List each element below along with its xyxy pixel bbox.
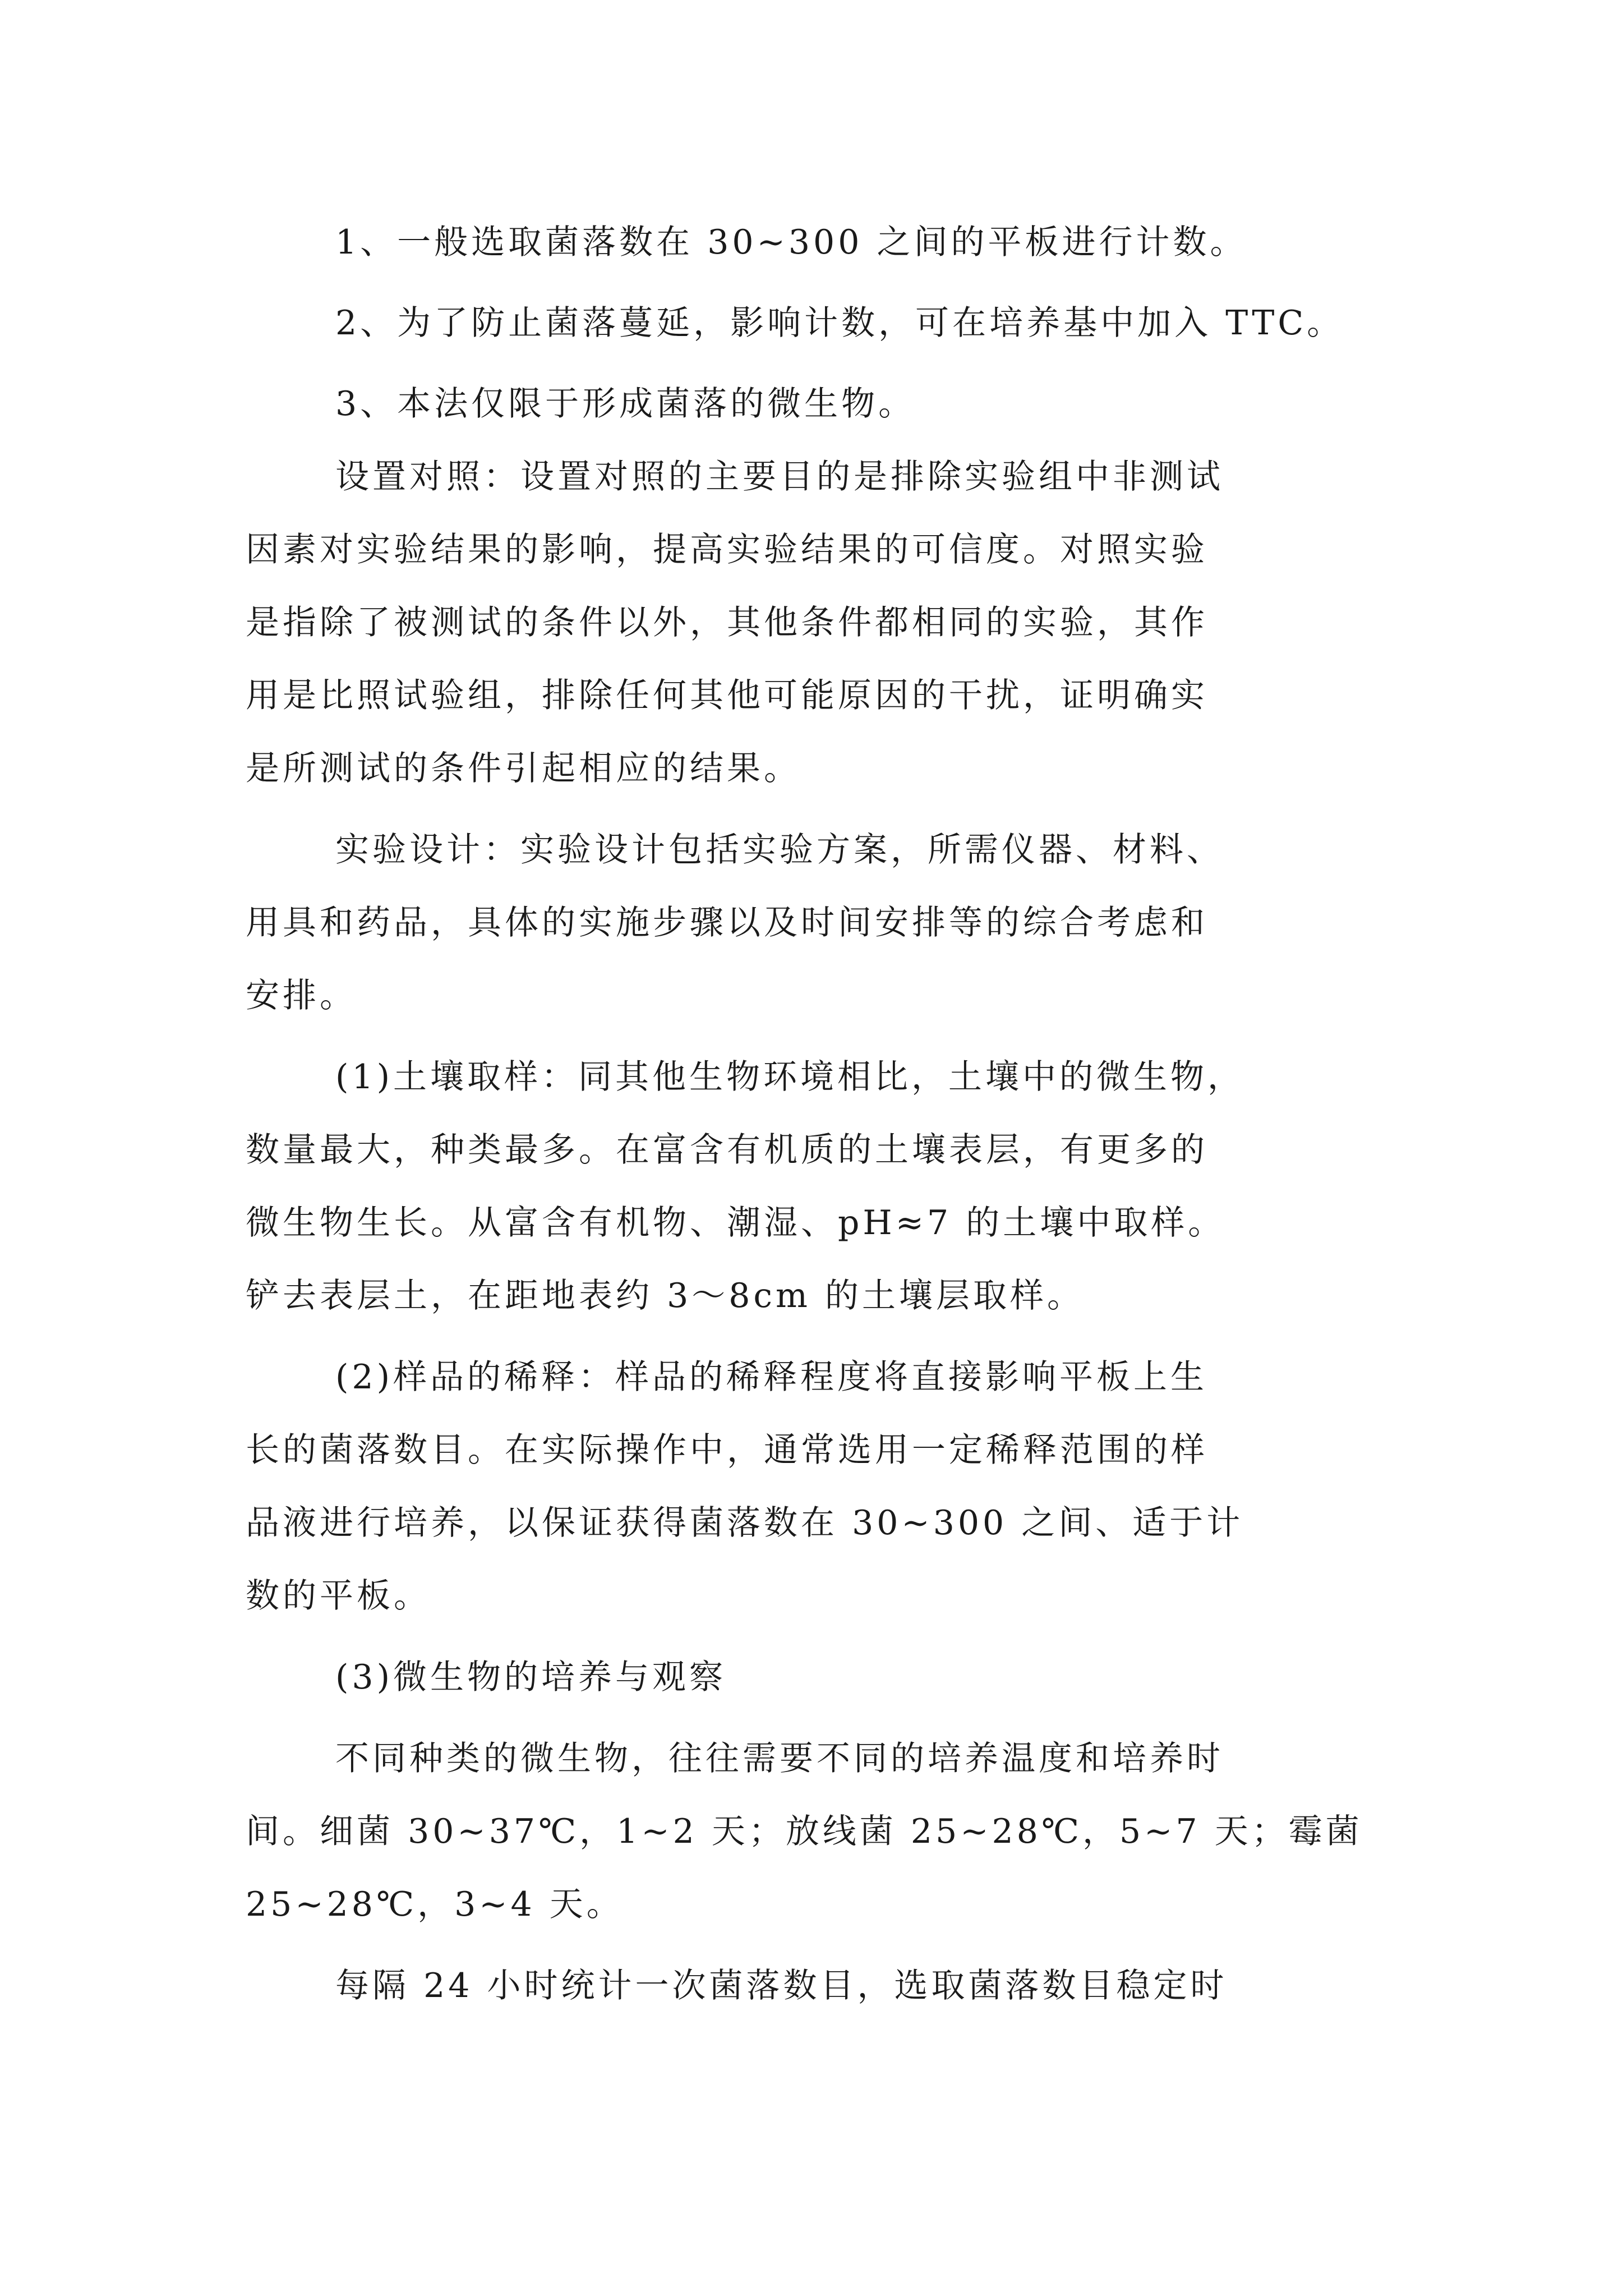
paragraph-control-line-4: 用是比照试验组，排除任何其他可能原因的干扰，证明确实: [246, 676, 1208, 715]
paragraph-design-line-2: 用具和药品，具体的实施步骤以及时间安排等的综合考虑和: [246, 903, 1208, 942]
paragraph-dilution-line-2: 长的菌落数目。在实际操作中，通常选用一定稀释范围的样: [246, 1430, 1208, 1470]
paragraph-soil-line-2: 数量最大，种类最多。在富含有机质的土壤表层，有更多的: [246, 1130, 1208, 1170]
paragraph-design-line-1: 实验设计：实验设计包括实验方案，所需仪器、材料、: [335, 830, 1224, 869]
paragraph-control-line-5: 是所测试的条件引起相应的结果。: [246, 749, 801, 788]
paragraph-control-line-2: 因素对实验结果的影响，提高实验结果的可信度。对照实验: [246, 530, 1208, 569]
paragraph-count-line-1: 每隔 24 小时统计一次菌落数目，选取菌落数目稳定时: [335, 1966, 1228, 2005]
paragraph-soil-line-3: 微生物生长。从富含有机物、潮湿、pH≈7 的土壤中取样。: [246, 1203, 1225, 1243]
paragraph-dilution-line-1: (2)样品的稀释：样品的稀释程度将直接影响平板上生: [335, 1358, 1207, 1397]
paragraph-soil-line-4: 铲去表层土，在距地表约 3～8cm 的土壤层取样。: [246, 1276, 1084, 1315]
paragraph-soil-line-1: (1)土壤取样：同其他生物环境相比，土壤中的微生物，: [335, 1057, 1244, 1097]
list-item-1: 1、一般选取菌落数在 30~300 之间的平板进行计数。: [335, 223, 1247, 262]
paragraph-dilution-line-4: 数的平板。: [246, 1576, 431, 1616]
list-item-2: 2、为了防止菌落蔓延，影响计数，可在培养基中加入 TTC。: [335, 303, 1344, 343]
paragraph-control-line-3: 是指除了被测试的条件以外，其他条件都相同的实验，其作: [246, 603, 1208, 642]
paragraph-culture-line-2: 间。细菌 30~37℃，1~2 天；放线菌 25~28℃，5~7 天；霉菌: [246, 1812, 1363, 1851]
section-heading-culture: (3)微生物的培养与观察: [335, 1658, 726, 1697]
paragraph-control-line-1: 设置对照：设置对照的主要目的是排除实验组中非测试: [335, 457, 1224, 496]
paragraph-culture-line-1: 不同种类的微生物，往往需要不同的培养温度和培养时: [335, 1739, 1224, 1778]
paragraph-culture-line-3: 25~28℃，3~4 天。: [246, 1885, 624, 1924]
paragraph-dilution-line-3: 品液进行培养，以保证获得菌落数在 30~300 之间、适于计: [246, 1503, 1244, 1543]
list-item-3: 3、本法仅限于形成菌落的微生物。: [335, 384, 916, 424]
paragraph-design-line-3: 安排。: [246, 976, 357, 1015]
